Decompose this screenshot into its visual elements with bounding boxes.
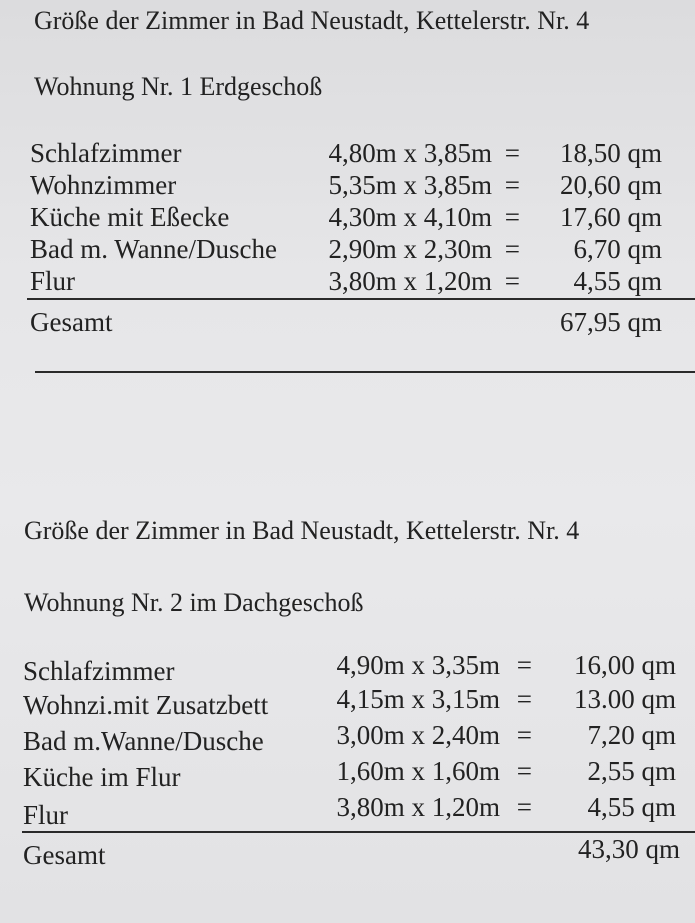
- total-area: 43,30 qm: [577, 834, 680, 864]
- room-name: Bad m. Wanne/Dusche: [30, 234, 278, 264]
- equals-sign: =: [516, 720, 532, 750]
- room-dimensions: 5,35m x 3,85m: [328, 170, 492, 200]
- section2-subtitle: Wohnung Nr. 2 im Dachgeschoß: [24, 588, 364, 617]
- room-dimensions: 3,80m x 1,20m: [328, 266, 492, 296]
- room-name: Flur: [30, 266, 76, 296]
- room-area: 13.00 qm: [573, 684, 676, 714]
- room-name: Wohnzimmer: [30, 170, 177, 200]
- room-name: Wohnzi.mit Zusatzbett: [23, 690, 269, 720]
- room-dimensions: 1,60m x 1,60m: [336, 756, 500, 786]
- room-dimensions: 4,90m x 3,35m: [336, 650, 500, 680]
- equals-sign: =: [516, 684, 532, 714]
- room-area: 20,60 qm: [559, 170, 662, 200]
- room-area: 17,60 qm: [559, 202, 662, 232]
- equals-sign: =: [504, 234, 520, 264]
- section2-title: Größe der Zimmer in Bad Neustadt, Kettelerstr. Nr. 4: [24, 516, 580, 545]
- room-name: Schlafzimmer: [30, 138, 182, 168]
- room-dimensions: 3,00m x 2,40m: [336, 720, 500, 750]
- room-name: Schlafzimmer: [23, 656, 175, 686]
- room-area: 4,55 qm: [587, 792, 676, 822]
- equals-sign: =: [516, 756, 532, 786]
- equals-sign: =: [516, 650, 532, 680]
- total-divider: [22, 831, 695, 833]
- room-name: Bad m.Wanne/Dusche: [23, 726, 264, 756]
- room-area: 18,50 qm: [559, 138, 662, 168]
- equals-sign: =: [516, 792, 532, 822]
- room-dimensions: 4,30m x 4,10m: [328, 202, 492, 232]
- room-dimensions: 4,80m x 3,85m: [328, 138, 492, 168]
- equals-sign: =: [504, 202, 520, 232]
- room-name: Küche mit Eßecke: [30, 202, 230, 232]
- equals-sign: =: [504, 266, 520, 296]
- room-dimensions: 4,15m x 3,15m: [336, 684, 500, 714]
- room-area: 6,70 qm: [573, 234, 662, 264]
- room-area: 16,00 qm: [573, 650, 676, 680]
- section-divider: [35, 371, 695, 373]
- room-area: 7,20 qm: [587, 720, 676, 750]
- room-dimensions: 3,80m x 1,20m: [336, 792, 500, 822]
- room-area: 4,55 qm: [573, 266, 662, 296]
- total-divider: [27, 298, 695, 300]
- equals-sign: =: [504, 138, 520, 168]
- room-name: Küche im Flur: [23, 762, 181, 792]
- total-area: 67,95 qm: [559, 307, 662, 337]
- equals-sign: =: [504, 170, 520, 200]
- room-name: Flur: [23, 800, 69, 830]
- room-area: 2,55 qm: [587, 756, 676, 786]
- section1-title: Größe der Zimmer in Bad Neustadt, Kettelerstr. Nr. 4: [34, 6, 590, 35]
- room-dimensions: 2,90m x 2,30m: [328, 234, 492, 264]
- total-label: Gesamt: [23, 840, 106, 870]
- section1-subtitle: Wohnung Nr. 1 Erdgeschoß: [34, 72, 323, 101]
- total-label: Gesamt: [30, 307, 113, 337]
